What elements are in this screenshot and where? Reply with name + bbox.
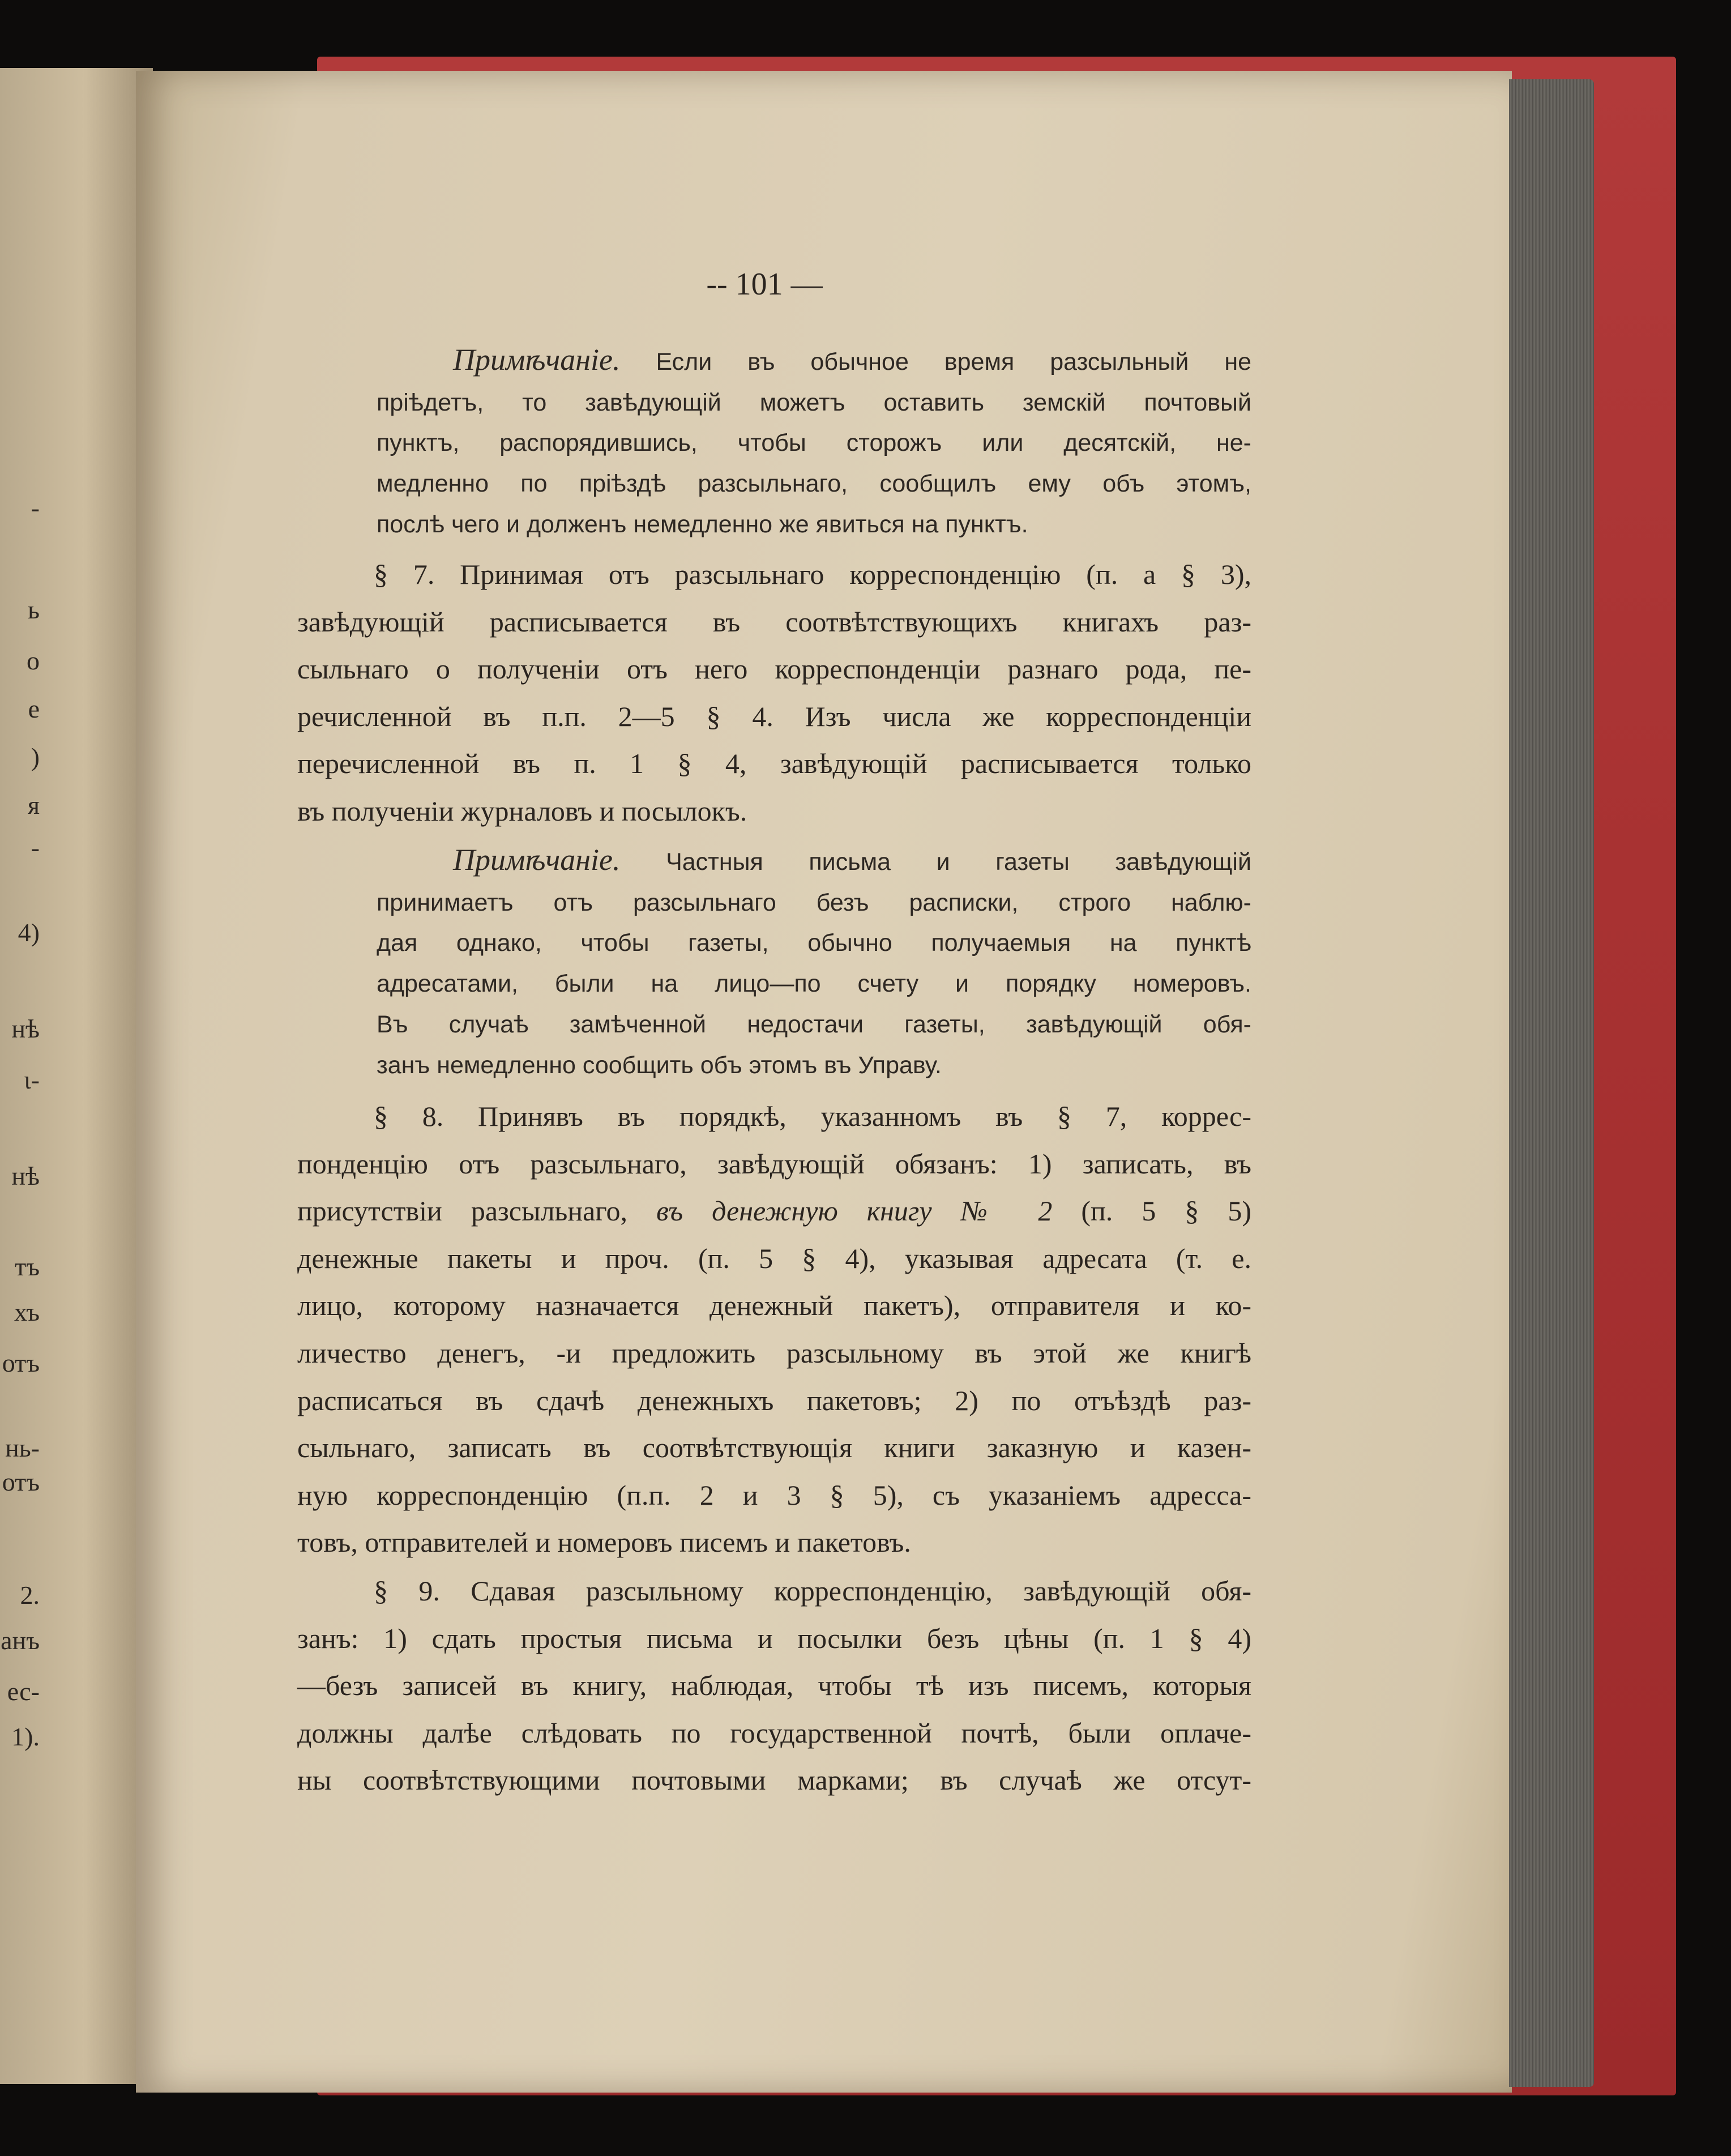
note-1 <box>377 340 1251 545</box>
note-line: принимаетъ отъ разсыльнаго безъ расписки, строго наблю- <box>377 889 1251 916</box>
text-line: завѣдующій расписывается въ соотвѣтствующихъ книгахъ раз- <box>297 605 1251 638</box>
left-margin-fragment: 4) <box>18 918 40 947</box>
text-line: речисленной въ п.п. 2—5 § 4. Изъ числа же корреспонденціи <box>297 700 1251 732</box>
left-margin-fragment: 2. <box>20 1581 40 1609</box>
italic-segment: въ денежную книгу № 2 <box>656 1195 1053 1227</box>
note-line: медленно по пріѣздѣ разсыльнаго, сообщилъ ему объ этомъ, <box>377 470 1251 498</box>
left-margin-fragment: я <box>27 791 40 819</box>
left-margin-fragment: нѣ <box>11 1014 40 1043</box>
left-margin-fragment: нь- <box>5 1433 40 1462</box>
page-number: -- 101 — <box>706 267 823 302</box>
note-line: пріѣдетъ, то завѣдующій можетъ оставить земскій почтовый <box>377 388 1251 416</box>
text-line: личество денегъ, -и предложить разсыльному въ этой же книгѣ <box>297 1337 1251 1369</box>
note-line: Если въ обычное время разсыльный не <box>656 348 1252 375</box>
left-margin-fragment: тъ <box>15 1252 40 1281</box>
left-margin-fragment: хъ <box>14 1297 40 1326</box>
left-margin-fragment: 1). <box>11 1722 40 1751</box>
text-segment: присутствіи разсыльнаго, <box>297 1195 628 1227</box>
left-margin-fragment: - <box>31 493 40 522</box>
left-margin-fragment: - <box>31 833 40 862</box>
paragraph-7 <box>297 551 1251 835</box>
text-line: понденцію отъ разсыльнаго, завѣдующій обязанъ: 1) записать, въ <box>297 1147 1251 1180</box>
note-line: адресатами, были на лицо—по счету и порядку номеровъ. <box>377 970 1251 998</box>
left-margin-fragment: ес- <box>7 1677 40 1706</box>
text-line: занъ: 1) сдать простыя письма и посылки безъ цѣны (п. 1 § 4) <box>297 1622 1251 1654</box>
text-line: сыльнаго, записать въ соотвѣтствующія книги заказную и казен- <box>297 1432 1251 1464</box>
left-margin-fragment: о <box>27 646 40 675</box>
text-line: должны далѣе слѣдовать по государственной почтѣ, были оплаче- <box>297 1717 1251 1749</box>
note-line: Частныя письма и газеты завѣдующій <box>666 848 1251 876</box>
note-label: Примѣчаніе. <box>453 843 621 877</box>
text-line: § 8. Принявъ въ порядкѣ, указанномъ въ § 7, коррес- <box>374 1100 1251 1132</box>
left-margin-fragment: ь <box>28 595 40 624</box>
text-line: ную корреспонденцію (п.п. 2 и 3 § 5), съ указаніемъ адресса- <box>297 1479 1251 1511</box>
text-segment: (п. 5 § 5) <box>1081 1195 1252 1227</box>
left-margin-fragment: е <box>28 694 40 723</box>
note-line: дая однако, чтобы газеты, обычно получаемыя на пунктѣ <box>377 929 1251 957</box>
note-line: послѣ чего и долженъ немедленно же явиться на пунктъ. <box>377 510 1028 538</box>
text-line: товъ, отправителей и номеровъ писемъ и пакетовъ. <box>297 1526 911 1559</box>
text-line: § 9. Сдавая разсыльному корреспонденцію, завѣдующій обя- <box>374 1575 1251 1607</box>
text-line: ны соотвѣтствующими почтовыми марками; въ случаѣ же отсут- <box>297 1764 1251 1796</box>
text-line: перечисленной въ п. 1 § 4, завѣдующій расписывается только <box>297 748 1251 780</box>
text-line: —безъ записей въ книгу, наблюдая, чтобы тѣ изъ писемъ, которыя <box>297 1670 1251 1702</box>
text-line: въ полученіи журналовъ и посылокъ. <box>297 795 747 827</box>
page-edge <box>1509 79 1594 2087</box>
note-2 <box>377 840 1251 1086</box>
note-line: занъ немедленно сообщить объ этомъ въ Управу. <box>377 1051 942 1079</box>
left-page <box>0 68 153 2084</box>
left-margin-fragment: ι- <box>24 1065 40 1094</box>
text-line: лицо, которому назначается денежный пакетъ), отправителя и ко- <box>297 1290 1251 1322</box>
text-line: § 7. Принимая отъ разсыльнаго корреспонденцію (п. а § 3), <box>374 558 1251 590</box>
left-margin-fragment: ) <box>31 742 40 771</box>
text-line: сыльнаго о полученіи отъ него корреспонденціи разнаго рода, пе- <box>297 653 1251 685</box>
paragraph-9 <box>297 1568 1251 1804</box>
note-label: Примѣчаніе. <box>453 343 621 377</box>
left-margin-fragment: отъ <box>2 1467 40 1496</box>
text-line: денежные пакеты и проч. (п. 5 § 4), указывая адресата (т. е. <box>297 1242 1251 1274</box>
note-line: Въ случаѣ замѣченной недостачи газеты, завѣдующій обя- <box>377 1010 1251 1038</box>
left-margin-fragment: отъ <box>2 1348 40 1377</box>
left-margin-fragment: нѣ <box>11 1162 40 1190</box>
note-line: пунктъ, распорядившись, чтобы сторожъ или десятскій, не- <box>377 429 1251 457</box>
paragraph-8 <box>297 1093 1251 1566</box>
text-line: расписаться въ сдачѣ денежныхъ пакетовъ; 2) по отъѣздѣ раз- <box>297 1384 1251 1416</box>
left-margin-fragment: анъ <box>1 1626 40 1655</box>
